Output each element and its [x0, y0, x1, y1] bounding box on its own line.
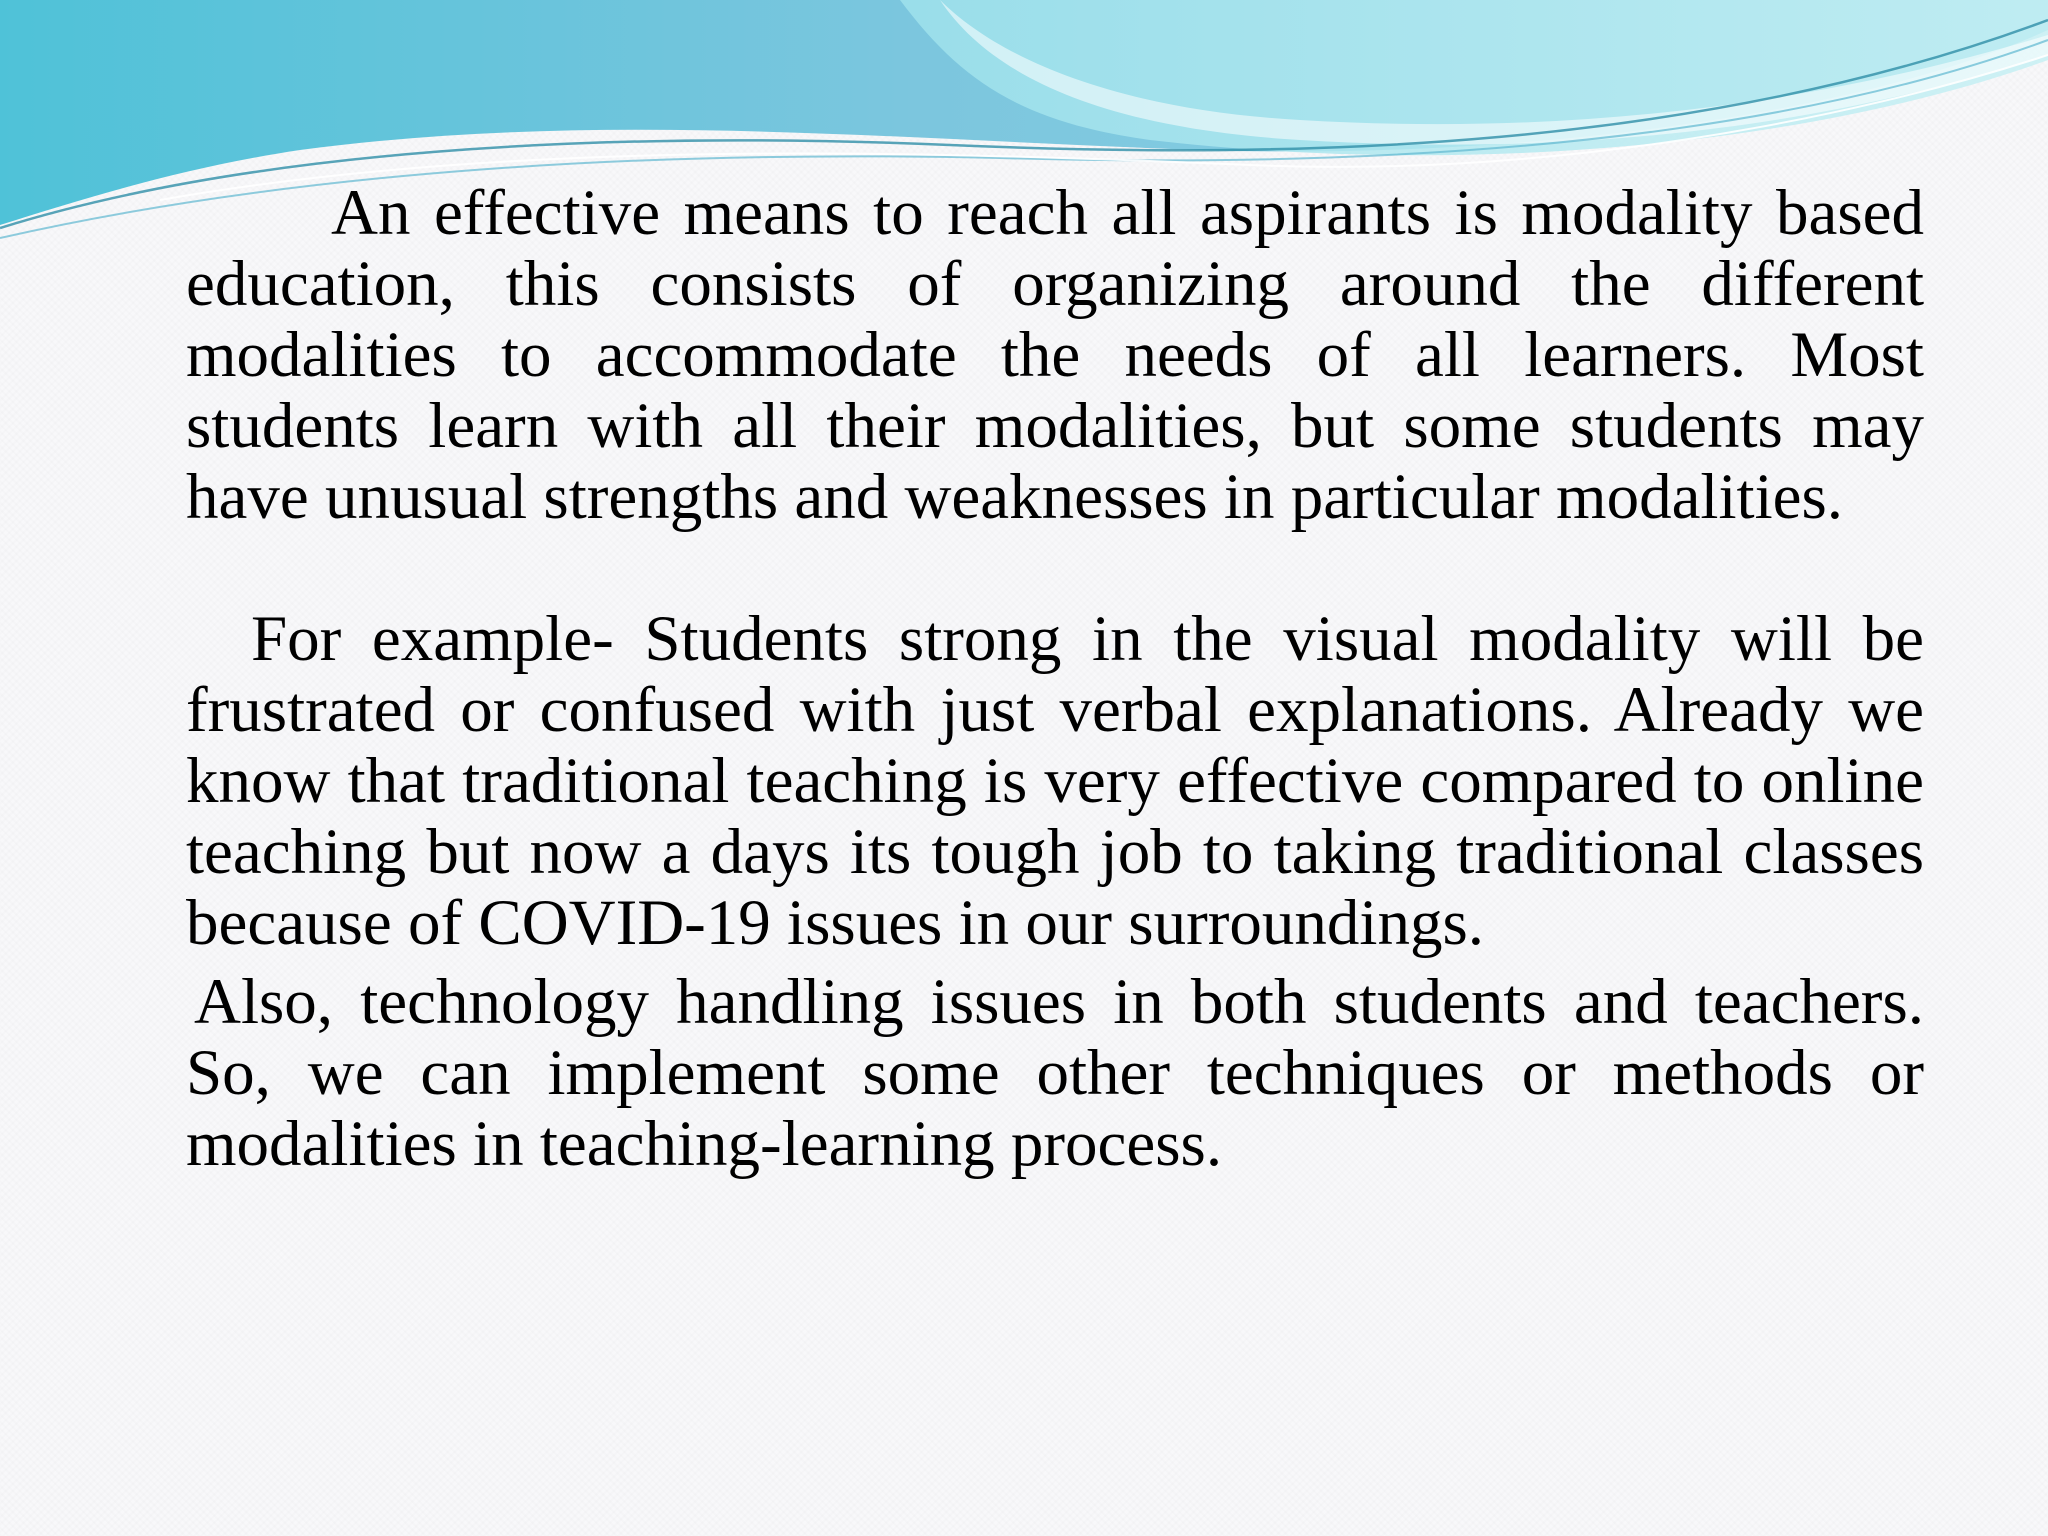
- slide-body-text: [186, 178, 1924, 1180]
- paragraph-for-example: For example- Students strong in the visual modality will be frustrated or confused with just verbal explanations. Already we know that traditional teaching is very effective compared to online teaching but now a days its tough job to taking traditional classes because of COVID-19 issues in our surroundings.: [186, 603, 1924, 959]
- paragraph-technology-handling: Also, technology handling issues in both students and teachers. So, we can implement some other techniques or methods or modalities in teaching-learning process.: [186, 966, 1924, 1180]
- paragraph-modality-based-education: An effective means to reach all aspirants is modality based education, this consists of organizing around the different modalities to accommodate the needs of all learners. Most students learn with all their modalities, but some students may have unusual strengths and weaknesses in particular modalities.: [186, 177, 1924, 533]
